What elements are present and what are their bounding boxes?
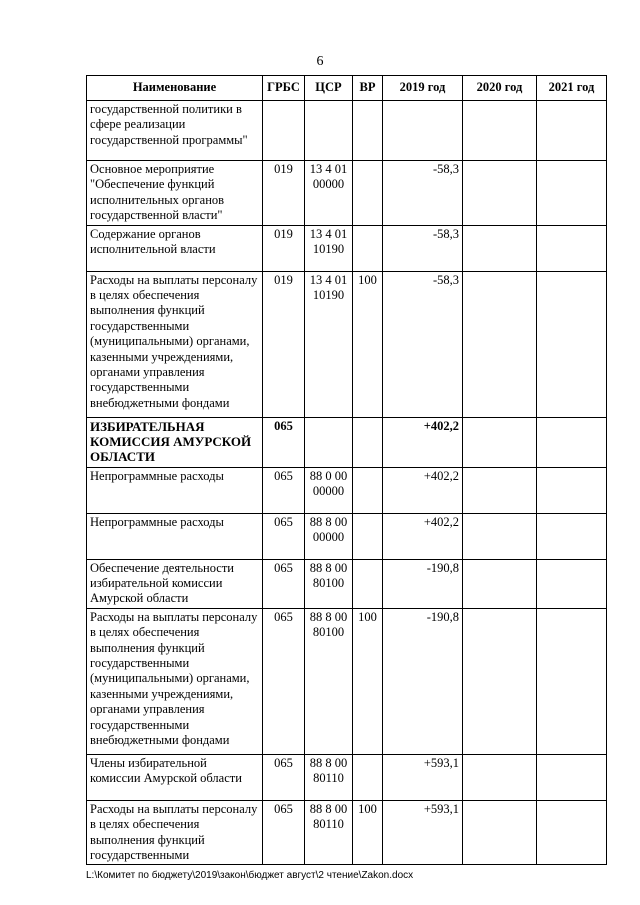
cell-tsr: 88 8 00 80110 [305,800,353,865]
cell-tsr [305,417,353,467]
cell-2021 [537,559,607,608]
page-number: 6 [316,54,324,69]
cell-2019: -58,3 [383,225,463,271]
header-vr: ВР [353,76,383,101]
cell-2020 [463,608,537,754]
cell-name: Непрограммные расходы [87,513,263,559]
cell-2021 [537,513,607,559]
cell-tsr [305,101,353,161]
cell-tsr: 88 8 00 80110 [305,754,353,800]
cell-grbs: 065 [263,467,305,513]
table-row [87,559,607,608]
cell-vr: 100 [353,271,383,417]
table-row [87,513,607,559]
cell-grbs: 065 [263,800,305,865]
cell-tsr: 88 8 00 80100 [305,608,353,754]
table-row [87,271,607,417]
table-body [87,101,607,865]
cell-grbs: 065 [263,608,305,754]
cell-name: ИЗБИРАТЕЛЬНАЯ КОМИССИЯ АМУРСКОЙ ОБЛАСТИ [87,417,263,467]
cell-2020 [463,417,537,467]
cell-vr [353,225,383,271]
table-header-row [87,76,607,101]
header-name: Наименование [87,76,263,101]
cell-2019: -190,8 [383,608,463,754]
header-2020: 2020 год [463,76,537,101]
header-grbs: ГРБС [263,76,305,101]
table-row [87,800,607,865]
cell-grbs: 065 [263,513,305,559]
cell-vr: 100 [353,608,383,754]
header-2021: 2021 год [537,76,607,101]
cell-name: Расходы на выплаты персоналу в целях обеспечения выполнения функций государственными (муниципальными) органами, казенными учреждениями, органами управления государственными внебюджетными фондами [87,271,263,417]
cell-2020 [463,800,537,865]
cell-2019: -190,8 [383,559,463,608]
table-row [87,754,607,800]
table-row [87,608,607,754]
cell-vr [353,101,383,161]
cell-grbs [263,101,305,161]
cell-2020 [463,513,537,559]
file-path-footer: L:\Комитет по бюджету\2019\закон\бюджет август\2 чтение\Zakon.docx [86,870,414,881]
cell-name: Члены избирательной комиссии Амурской области [87,754,263,800]
cell-name: государственной политики в сфере реализации государственной программы" [87,101,263,161]
table-row [87,467,607,513]
cell-tsr: 13 4 01 00000 [305,161,353,226]
cell-name: Расходы на выплаты персоналу в целях обеспечения выполнения функций государственными [87,800,263,865]
table-row [87,417,607,467]
cell-2020 [463,271,537,417]
cell-tsr: 88 8 00 80100 [305,559,353,608]
cell-2021 [537,800,607,865]
cell-name: Расходы на выплаты персоналу в целях обеспечения выполнения функций государственными (муниципальными) органами, казенными учреждениями, органами управления государственными внебюджетными фондами [87,608,263,754]
cell-tsr: 13 4 01 10190 [305,225,353,271]
cell-2019: -58,3 [383,161,463,226]
cell-2021 [537,271,607,417]
cell-2019: -58,3 [383,271,463,417]
cell-vr [353,754,383,800]
cell-2020 [463,559,537,608]
cell-tsr: 88 0 00 00000 [305,467,353,513]
cell-tsr: 88 8 00 00000 [305,513,353,559]
cell-2021 [537,101,607,161]
cell-grbs: 019 [263,225,305,271]
cell-2021 [537,467,607,513]
cell-2019: +593,1 [383,754,463,800]
table-row [87,101,607,161]
table-row [87,161,607,226]
cell-2019: +402,2 [383,467,463,513]
cell-2020 [463,467,537,513]
cell-2019: +402,2 [383,513,463,559]
cell-vr [353,513,383,559]
cell-tsr: 13 4 01 10190 [305,271,353,417]
cell-2019: +593,1 [383,800,463,865]
cell-2020 [463,754,537,800]
header-2019: 2019 год [383,76,463,101]
cell-vr [353,161,383,226]
cell-grbs: 065 [263,754,305,800]
cell-2021 [537,754,607,800]
cell-grbs: 065 [263,559,305,608]
cell-grbs: 065 [263,417,305,467]
cell-vr [353,559,383,608]
cell-name: Непрограммные расходы [87,467,263,513]
header-tsr: ЦСР [305,76,353,101]
cell-grbs: 019 [263,271,305,417]
cell-2021 [537,161,607,226]
cell-2020 [463,225,537,271]
cell-name: Основное мероприятие "Обеспечение функций исполнительных органов государственной власти" [87,161,263,226]
cell-vr [353,467,383,513]
cell-2020 [463,101,537,161]
cell-vr [353,417,383,467]
budget-table [86,75,607,865]
cell-vr: 100 [353,800,383,865]
cell-2021 [537,225,607,271]
cell-2021 [537,608,607,754]
cell-2019: +402,2 [383,417,463,467]
table-row [87,225,607,271]
cell-grbs: 019 [263,161,305,226]
cell-name: Содержание органов исполнительной власти [87,225,263,271]
cell-2020 [463,161,537,226]
cell-2021 [537,417,607,467]
cell-2019 [383,101,463,161]
cell-name: Обеспечение деятельности избирательной комиссии Амурской области [87,559,263,608]
